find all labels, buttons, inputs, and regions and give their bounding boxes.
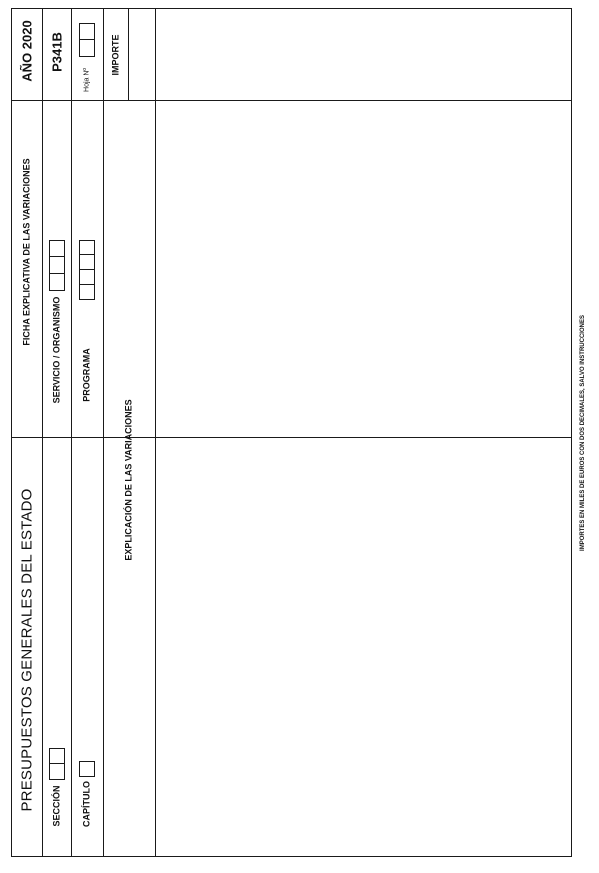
explicacion-area[interactable]: [104, 101, 154, 856]
form-subtitle: FICHA EXPLICATIVA DE LAS VARIACIONES: [21, 158, 32, 346]
importe-area[interactable]: [156, 9, 571, 856]
form-title: PRESUPUESTOS GENERALES DEL ESTADO: [18, 488, 36, 812]
capitulo-label: CAPÍTULO: [81, 781, 92, 827]
programa-digit[interactable]: [79, 255, 95, 270]
form-year: AÑO 2020: [19, 20, 35, 82]
servicio-digit[interactable]: [49, 240, 65, 257]
explicacion-header: EXPLICACIÓN DE LAS VARIACIONES: [123, 399, 134, 561]
seccion-digit[interactable]: [49, 764, 65, 780]
servicio-digit[interactable]: [49, 257, 65, 274]
capitulo-boxes[interactable]: [79, 761, 95, 777]
seccion-boxes[interactable]: [49, 748, 65, 780]
divider-fields-row-1: [71, 8, 72, 857]
sheet-digit[interactable]: [79, 40, 95, 57]
servicio-label: SERVICIO / ORGANISMO: [51, 296, 62, 404]
footnote: IMPORTES EN MILES DE EUROS CON DOS DECIMALES, SALVO INSTRUCCIONES: [580, 315, 586, 551]
sheet-label: Hoja Nº: [83, 68, 91, 92]
seccion-label: SECCIÓN: [51, 785, 62, 827]
programa-label: PROGRAMA: [81, 348, 92, 402]
programa-boxes[interactable]: [79, 240, 95, 300]
programa-digit[interactable]: [79, 270, 95, 285]
sheet-boxes[interactable]: [79, 23, 95, 57]
divider-importe-header: [128, 8, 129, 101]
servicio-boxes[interactable]: [49, 240, 65, 291]
sheet-digit[interactable]: [79, 23, 95, 40]
importe-header: IMPORTE: [110, 34, 121, 76]
servicio-digit[interactable]: [49, 274, 65, 291]
programa-digit[interactable]: [79, 240, 95, 255]
divider-title-row: [42, 8, 43, 857]
programa-digit[interactable]: [79, 285, 95, 300]
seccion-digit[interactable]: [49, 748, 65, 764]
capitulo-digit[interactable]: [79, 761, 95, 777]
form-code: P341B: [49, 32, 65, 72]
